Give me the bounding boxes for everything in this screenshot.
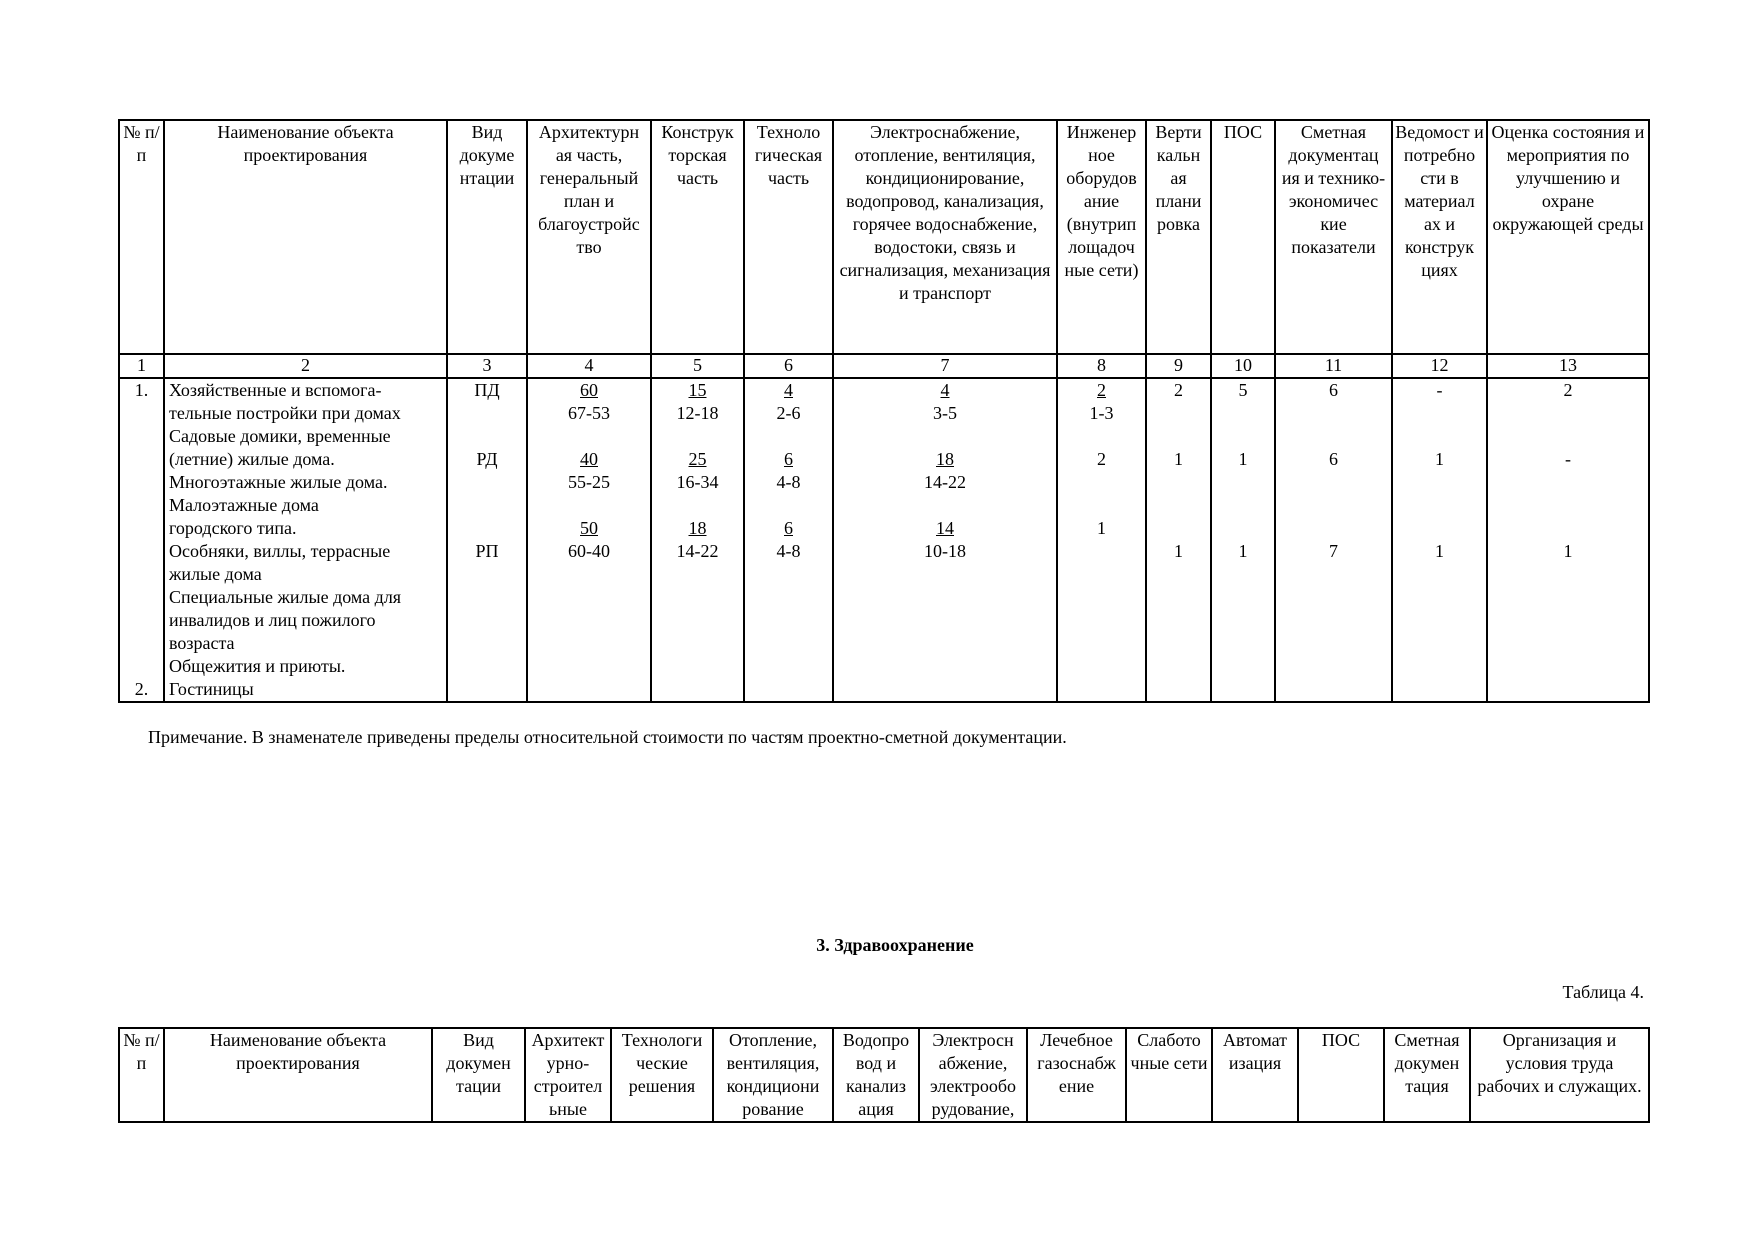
row-number-cell xyxy=(119,378,164,702)
value-denominator: 12-18 xyxy=(676,403,719,423)
object-name-line: инвалидов и лиц пожилого xyxy=(169,610,376,630)
object-name-line: Гостиницы xyxy=(169,679,254,699)
header-cell: Технологи ческие решения xyxy=(611,1028,713,1122)
header-cell: Ведомост и потребно сти в материал ах и конструк циях xyxy=(1392,120,1487,354)
header-cell: Вид докумен тации xyxy=(432,1028,525,1122)
column-number: 8 xyxy=(1057,354,1146,378)
value-denominator: 3-5 xyxy=(933,403,957,423)
value-numerator: 25 xyxy=(688,449,707,469)
value-denominator: 67-53 xyxy=(568,403,610,423)
section-title: 3. Здравоохранение xyxy=(816,935,974,955)
value: 1 xyxy=(1435,449,1444,469)
value-denominator: 14-22 xyxy=(676,541,719,561)
header-cell: Архитектурн ая часть, генеральный план и благоустройс тво xyxy=(527,120,651,354)
header-cell: Архитект урно- строител ьные xyxy=(525,1028,611,1122)
environment-cell xyxy=(1487,378,1649,702)
value-denominator: 55-25 xyxy=(568,472,610,492)
header-cell: № п/п xyxy=(119,1028,164,1122)
value-denominator: 1-3 xyxy=(1089,403,1114,423)
technology-cell xyxy=(744,378,833,702)
value: 6 xyxy=(1329,380,1338,400)
header-cell: Электросн абжение, электрообо рудование, xyxy=(919,1028,1027,1122)
row-number: 1. xyxy=(134,380,149,400)
architecture-cell xyxy=(527,378,651,702)
value-denominator: 2-6 xyxy=(776,403,801,423)
value: 6 xyxy=(1329,449,1338,469)
value: 1 xyxy=(1238,449,1248,469)
engineering-cell xyxy=(1057,378,1146,702)
healthcare-table xyxy=(118,1027,1650,1123)
value: 1 xyxy=(1174,541,1183,561)
row-number: 2. xyxy=(134,679,149,699)
value-numerator: 6 xyxy=(784,518,793,538)
table-note: Примечание. В знаменателе приведены пределы относительной стоимости по частям проектно-сметной документации. xyxy=(148,727,1067,747)
header-cell: Лечебное газоснабж ение xyxy=(1027,1028,1126,1122)
header-cell: ПОС xyxy=(1211,120,1275,354)
column-number: 7 xyxy=(833,354,1057,378)
column-number-row xyxy=(119,354,1649,378)
value-denominator: 4-8 xyxy=(776,541,801,561)
object-name-line: (летние) жилые дома. xyxy=(169,449,335,469)
value: 5 xyxy=(1238,380,1248,400)
value: 2 xyxy=(1174,380,1183,400)
value: 1 xyxy=(1174,449,1183,469)
table-row xyxy=(119,378,1649,702)
value: 1 xyxy=(1097,518,1106,538)
construction-cell xyxy=(651,378,744,702)
table-header-row xyxy=(119,1028,1649,1122)
header-cell: Наименование объекта проектирования xyxy=(164,120,447,354)
header-cell: Сметная документац ия и технико- экономичес кие показатели xyxy=(1275,120,1392,354)
object-name-line: Садовые домики, временные xyxy=(169,426,391,446)
object-name-line: Малоэтажные дома xyxy=(169,495,319,515)
header-cell: ПОС xyxy=(1298,1028,1384,1122)
header-cell: Сметная докумен тация xyxy=(1384,1028,1470,1122)
column-number: 3 xyxy=(447,354,527,378)
header-cell: Конструк торская часть xyxy=(651,120,744,354)
object-name-line: жилые дома xyxy=(169,564,262,584)
header-cell: Техноло гическая часть xyxy=(744,120,833,354)
table-label: Таблица 4. xyxy=(1562,982,1644,1002)
value: - xyxy=(1565,449,1571,469)
value-denominator: 4-8 xyxy=(776,472,801,492)
object-name-line: Особняки, виллы, террасные xyxy=(169,541,391,561)
doc-type: ПД xyxy=(474,380,500,400)
object-name-line: Хозяйственные и вспомога- xyxy=(169,380,382,400)
value-numerator: 18 xyxy=(936,449,954,469)
value: 2 xyxy=(1563,380,1573,400)
value: - xyxy=(1436,380,1443,400)
column-number: 10 xyxy=(1211,354,1275,378)
header-cell: Электроснабжение, отопление, вентиляция, кондиционирование, водопровод, канализация, горячее водоснабжение, водостоки, связь и сигнализация, механизация и транспорт xyxy=(833,120,1057,354)
value-denominator: 16-34 xyxy=(676,472,719,492)
value-denominator: 10-18 xyxy=(924,541,966,561)
table-header-row xyxy=(119,120,1649,354)
estimate-cell xyxy=(1275,378,1392,702)
doc-type: РП xyxy=(475,541,499,561)
value-numerator: 14 xyxy=(936,518,954,538)
object-name-cell xyxy=(164,378,447,702)
column-number: 12 xyxy=(1392,354,1487,378)
value-numerator: 4 xyxy=(940,380,950,400)
value-numerator: 2 xyxy=(1097,380,1106,400)
column-number: 9 xyxy=(1146,354,1211,378)
object-name-line: тельные постройки при домах xyxy=(169,403,401,423)
object-name-line: Специальные жилые дома для xyxy=(169,587,402,607)
header-cell: Инженер ное оборудов ание (внутрип лощадоч ные сети) xyxy=(1057,120,1146,354)
header-cell: Водопро вод и канализ ация xyxy=(833,1028,919,1122)
header-cell: Оценка состояния и мероприятия по улучшению и охране окружающей среды xyxy=(1487,120,1649,354)
object-name-line: Многоэтажные жилые дома. xyxy=(169,472,388,492)
column-number: 11 xyxy=(1275,354,1392,378)
value: 1 xyxy=(1435,541,1444,561)
vertical-planning-cell xyxy=(1146,378,1211,702)
doc-type-cell xyxy=(447,378,527,702)
value-denominator: 60-40 xyxy=(568,541,610,561)
pos-cell xyxy=(1211,378,1275,702)
column-number: 4 xyxy=(527,354,651,378)
utilities-cell xyxy=(833,378,1057,702)
column-number: 13 xyxy=(1487,354,1649,378)
value: 7 xyxy=(1329,541,1338,561)
column-number: 2 xyxy=(164,354,447,378)
header-cell: № п/п xyxy=(119,120,164,354)
header-cell: Отопление, вентиляция, кондициони рование xyxy=(713,1028,833,1122)
materials-cell xyxy=(1392,378,1487,702)
object-name-line: Общежития и приюты. xyxy=(169,656,346,676)
value-numerator: 15 xyxy=(688,380,707,400)
value-numerator: 6 xyxy=(784,449,793,469)
value: 2 xyxy=(1097,449,1106,469)
column-number: 1 xyxy=(119,354,164,378)
value-numerator: 18 xyxy=(688,518,707,538)
value: 1 xyxy=(1563,541,1573,561)
cost-distribution-table xyxy=(118,119,1650,703)
column-number: 6 xyxy=(744,354,833,378)
header-cell: Автомат изация xyxy=(1212,1028,1298,1122)
header-cell: Вид докуме нтации xyxy=(447,120,527,354)
header-cell: Слабото чные сети xyxy=(1126,1028,1212,1122)
value: 1 xyxy=(1238,541,1248,561)
column-number: 5 xyxy=(651,354,744,378)
doc-type: РД xyxy=(476,449,498,469)
value-numerator: 60 xyxy=(580,380,598,400)
object-name-line: возраста xyxy=(169,633,235,653)
object-name-line: городского типа. xyxy=(169,518,297,538)
header-cell: Наименование объекта проектирования xyxy=(164,1028,432,1122)
value-numerator: 4 xyxy=(784,380,793,400)
value-numerator: 50 xyxy=(580,518,598,538)
value-numerator: 40 xyxy=(580,449,598,469)
value-denominator: 14-22 xyxy=(924,472,966,492)
header-cell: Организация и условия труда рабочих и служащих. xyxy=(1470,1028,1649,1122)
header-cell: Верти кальн ая плани ровка xyxy=(1146,120,1211,354)
